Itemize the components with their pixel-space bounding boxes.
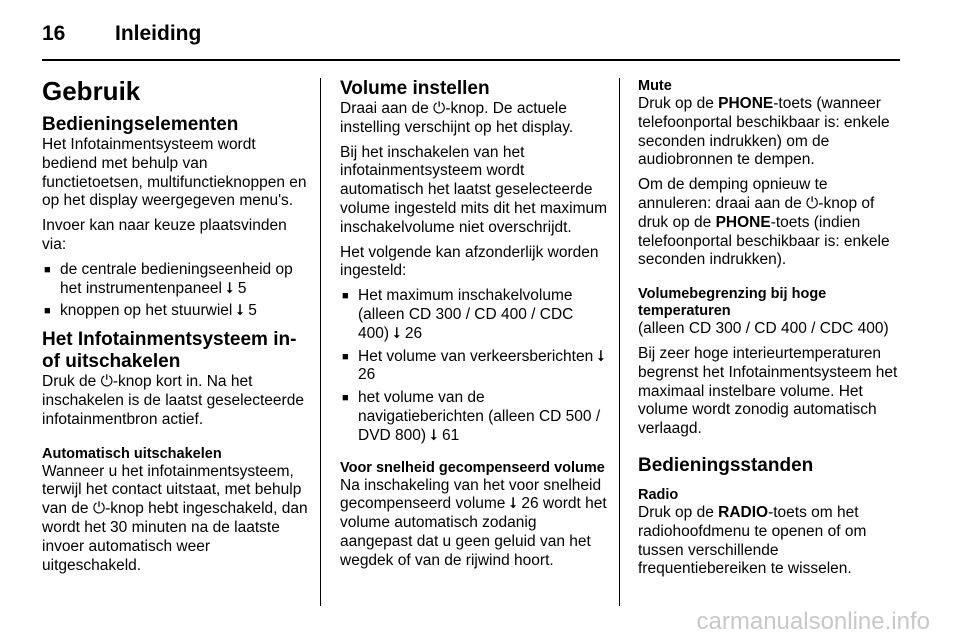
paragraph: Druk op de PHONE-toets (wanneer telefoonportal beschikbaar is: enkele seconden indrukken) om de audiobronnen te dempen. [638, 95, 890, 169]
paragraph: Invoer kan naar keuze plaatsvinden via: [42, 217, 287, 253]
bullet-icon: ■ [342, 350, 349, 363]
column-divider [320, 78, 321, 606]
section-heading-gebruik: Gebruik [42, 76, 141, 106]
heading-volumebegrenzing: Volumebegrenzing bij hoge temperaturen [638, 286, 827, 320]
list-item-text: Het maximum inschakelvolume (alleen CD 300 / CD 400 / CDC 400) ⭣ 26 [358, 287, 574, 342]
paragraph: Na inschakeling van het voor snelheid gecompenseerd volume ⭣ 26 wordt het volume automatisch zodanig aangepast dat u geen geluid van het wegdek of van de rijwind hoort. [340, 476, 607, 569]
list-item-text: de centrale bedieningseenheid op het instrumentenpaneel ⭣ 5 [60, 260, 293, 297]
page-number: 16 [42, 22, 66, 45]
radio-key-label: RADIO [718, 503, 769, 521]
phone-key-label: PHONE [718, 95, 774, 112]
header-rule [42, 59, 900, 61]
watermark: carmanualsonline.info [696, 608, 930, 635]
column-3 [638, 72, 902, 585]
column-divider [619, 78, 620, 606]
paragraph: Bij zeer hoge interieurtemperaturen begrenst het Infotainmentsysteem het maximaal instelbare volume. Het volume wordt zonodig automatisch verlaagd. [638, 344, 898, 438]
bullet-icon: ■ [342, 290, 349, 303]
list-item [42, 261, 310, 299]
list-item [340, 287, 608, 343]
paragraph: Druk op de RADIO-toets om het radiohoofdmenu te openen of om tussen verschillende frequentiebereiken te wisselen. [638, 503, 867, 578]
heading-volume-instellen: Volume instellen [340, 78, 490, 99]
chapter-title: Inleiding [115, 22, 202, 45]
paragraph: Om de demping opnieuw te annuleren: draai aan de ⏻-knop of druk op de PHONE-toets (indien telefoonportal beschikbaar is: enkele seconden indrukken). [638, 176, 890, 269]
heading-radio: Radio [638, 486, 679, 503]
paragraph: (alleen CD 300 / CD 400 / CDC 400) [638, 320, 889, 338]
heading-bedieningsstanden: Bedieningsstanden [638, 454, 814, 476]
bullet-list [340, 287, 608, 445]
paragraph: Het volgende kan afzonderlijk worden ingesteld: [340, 243, 599, 280]
list-item [340, 348, 608, 386]
heading-bedieningselementen: Bedieningselementen [42, 114, 239, 135]
heading-automatisch-uitschakelen: Automatisch uitschakelen [42, 445, 222, 462]
heading-snelheid-gecompenseerd: Voor snelheid gecompenseerd volume [340, 459, 605, 476]
bullet-icon: ■ [44, 263, 51, 276]
column-2 [340, 72, 608, 577]
paragraph: Het Infotainmentsysteem wordt bediend met behulp van functietoetsen, multifunctieknoppen en op het display weergegeven menu's. [42, 136, 307, 210]
bullet-icon: ■ [44, 305, 51, 318]
list-item [42, 302, 310, 321]
list-item-text: het volume van de navigatieberichten (alleen CD 500 / DVD 800) ⭣ 61 [358, 389, 601, 444]
list-item-text: knoppen op het stuurwiel ⭣ 5 [60, 302, 257, 320]
bullet-icon: ■ [342, 392, 349, 405]
column-1 [42, 72, 310, 581]
paragraph: Wanneer u het infotainmentsysteem, terwijl het contact uitstaat, met behulp van de ⏻-knop hebt ingeschakeld, dan wordt het 30 minuten na de laatste invoer automatisch weer uitgeschakeld. [42, 462, 308, 574]
heading-in-uitschakelen: Het Infotainmentsysteem in- of uitschakelen [42, 329, 297, 373]
list-item [340, 389, 608, 445]
list-item-text: Het volume van verkeersberichten ⭣ 26 [358, 347, 605, 384]
paragraph: Draai aan de ⏻-knop. De actuele instelling verschijnt op het display. [340, 100, 574, 136]
bullet-list [42, 261, 310, 321]
paragraph: Bij het inschakelen van het infotainmentsysteem wordt automatisch het laatst geselecteerde volume ingesteld mits dit het maximum inschakelvolume niet overschrijdt. [340, 143, 608, 236]
paragraph: Druk de ⏻-knop kort in. Na het inschakelen is de laatst geselecteerde infotainmentbron actief. [42, 373, 304, 428]
phone-key-label: PHONE [715, 213, 771, 231]
heading-mute: Mute [638, 78, 672, 94]
